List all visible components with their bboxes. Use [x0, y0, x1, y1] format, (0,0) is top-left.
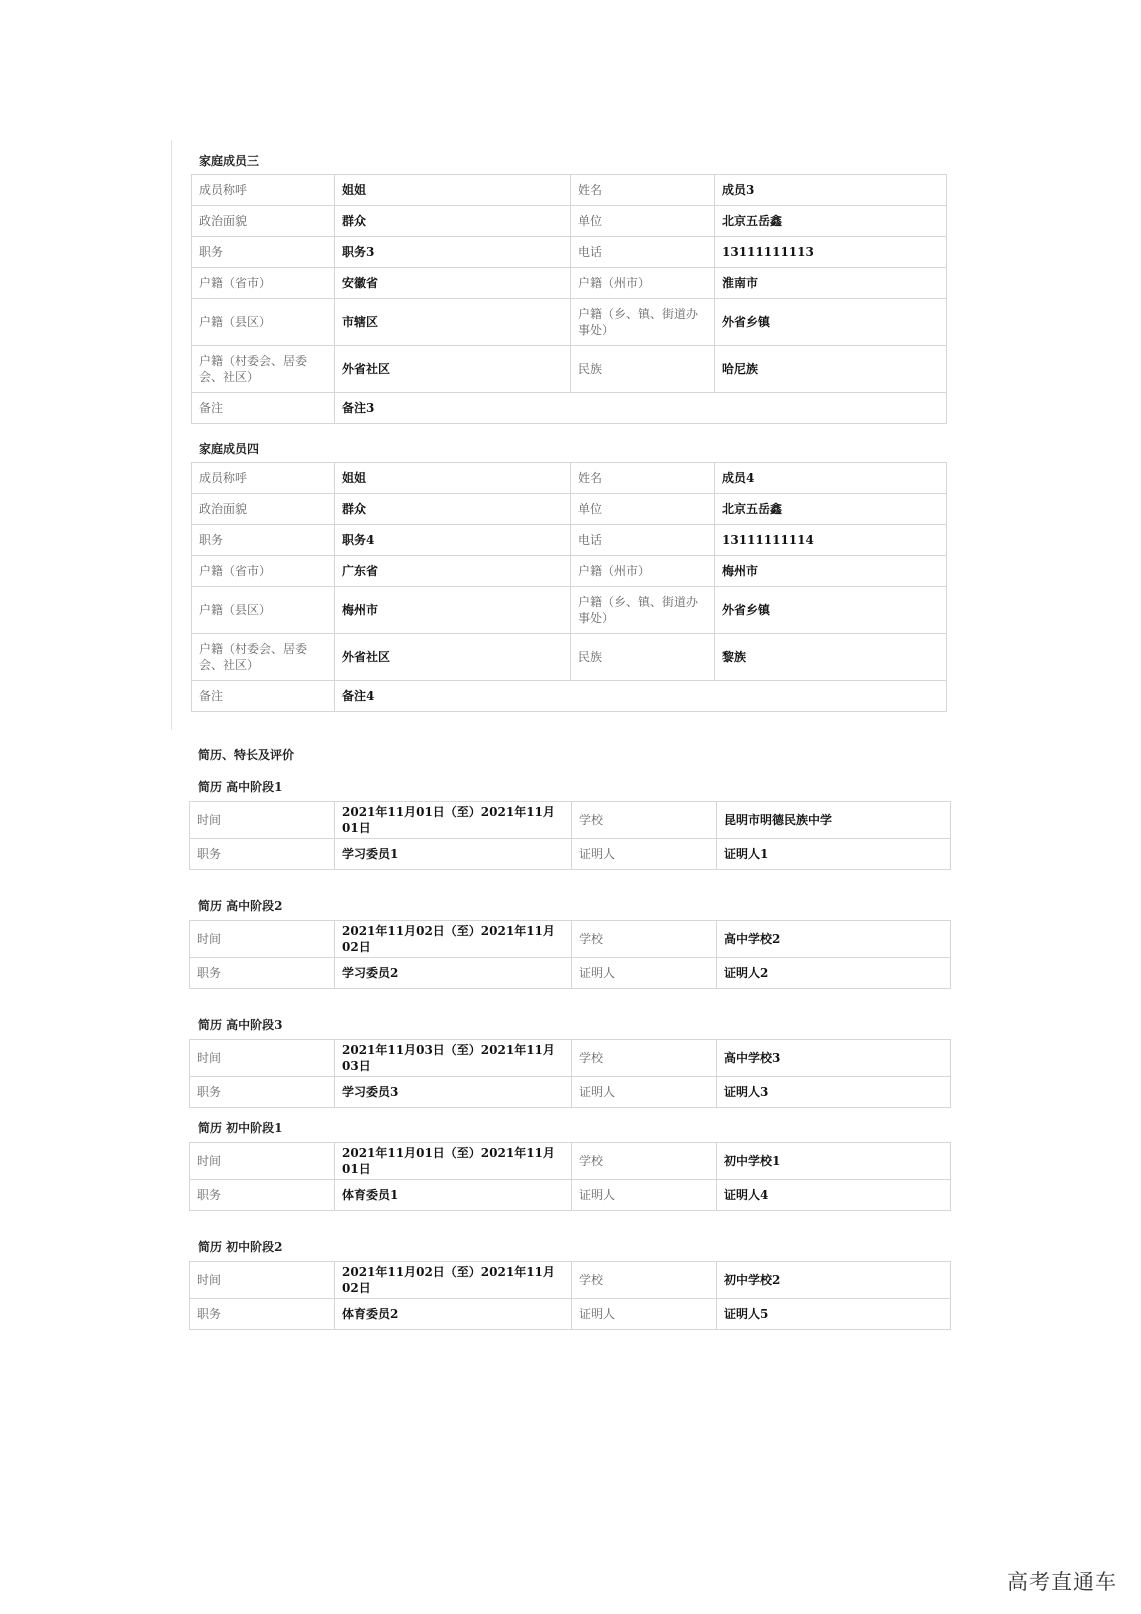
family-member-4-title: 家庭成员四	[199, 442, 260, 456]
relation-value: 姐姐	[335, 175, 571, 206]
resume-5-title: 简历 初中阶段2	[198, 1240, 283, 1254]
note-value: 备注4	[335, 681, 947, 712]
resume-5-table	[189, 1261, 951, 1330]
resume-1-table	[189, 801, 951, 870]
note-label: 备注	[192, 681, 335, 712]
witness-label: 证明人	[572, 1077, 717, 1108]
table-row	[190, 802, 951, 839]
role-label: 职务	[190, 1077, 335, 1108]
ethnicity-value: 哈尼族	[715, 346, 947, 393]
table-row	[190, 1299, 951, 1330]
position-value: 职务4	[335, 525, 571, 556]
position-label: 职务	[192, 237, 335, 268]
family-member-4-table	[191, 462, 947, 712]
relation-label: 成员称呼	[192, 175, 335, 206]
time-label: 时间	[190, 802, 335, 839]
witness-value: 证明人2	[717, 958, 951, 989]
prefecture-label: 户籍（州市）	[571, 268, 715, 299]
left-rule	[171, 140, 172, 730]
table-row	[192, 237, 947, 268]
table-row	[190, 921, 951, 958]
resume-3-table	[189, 1039, 951, 1108]
time-label: 时间	[190, 1143, 335, 1180]
time-value: 2021年11月01日（至）2021年11月01日	[335, 1143, 572, 1180]
ethnicity-value: 黎族	[715, 634, 947, 681]
village-value: 外省社区	[335, 634, 571, 681]
role-label: 职务	[190, 1299, 335, 1330]
province-value: 广东省	[335, 556, 571, 587]
role-value: 学习委员1	[335, 839, 572, 870]
time-value: 2021年11月02日（至）2021年11月02日	[335, 1262, 572, 1299]
table-row	[192, 525, 947, 556]
township-label: 户籍（乡、镇、街道办事处）	[571, 299, 715, 346]
school-value: 昆明市明德民族中学	[717, 802, 951, 839]
witness-label: 证明人	[572, 839, 717, 870]
politics-label: 政治面貌	[192, 206, 335, 237]
name-label: 姓名	[571, 175, 715, 206]
table-row	[192, 556, 947, 587]
resume-3-title: 简历 高中阶段3	[198, 1018, 283, 1032]
table-row	[190, 1040, 951, 1077]
county-label: 户籍（县区）	[192, 587, 335, 634]
role-value: 体育委员1	[335, 1180, 572, 1211]
politics-value: 群众	[335, 494, 571, 525]
prefecture-value: 淮南市	[715, 268, 947, 299]
school-label: 学校	[572, 1143, 717, 1180]
table-row	[192, 299, 947, 346]
resume-4-title: 简历 初中阶段1	[198, 1121, 283, 1135]
province-value: 安徽省	[335, 268, 571, 299]
table-row	[192, 634, 947, 681]
politics-label: 政治面貌	[192, 494, 335, 525]
time-value: 2021年11月02日（至）2021年11月02日	[335, 921, 572, 958]
ethnicity-label: 民族	[571, 346, 715, 393]
watermark-text: 高考直通车	[1007, 1570, 1117, 1594]
witness-value: 证明人4	[717, 1180, 951, 1211]
table-row	[192, 206, 947, 237]
resume-4-table	[189, 1142, 951, 1211]
prefecture-value: 梅州市	[715, 556, 947, 587]
employer-value: 北京五岳鑫	[715, 494, 947, 525]
ethnicity-label: 民族	[571, 634, 715, 681]
role-value: 学习委员3	[335, 1077, 572, 1108]
relation-value: 姐姐	[335, 463, 571, 494]
school-value: 初中学校1	[717, 1143, 951, 1180]
village-value: 外省社区	[335, 346, 571, 393]
county-label: 户籍（县区）	[192, 299, 335, 346]
township-value: 外省乡镇	[715, 587, 947, 634]
relation-label: 成员称呼	[192, 463, 335, 494]
table-row	[192, 463, 947, 494]
village-label: 户籍（村委会、居委会、社区）	[192, 634, 335, 681]
table-row	[192, 175, 947, 206]
table-row	[190, 1143, 951, 1180]
table-row	[190, 1180, 951, 1211]
role-value: 学习委员2	[335, 958, 572, 989]
province-label: 户籍（省市）	[192, 268, 335, 299]
school-label: 学校	[572, 1262, 717, 1299]
resume-2-title: 简历 高中阶段2	[198, 899, 283, 913]
phone-value: 13111111114	[715, 525, 947, 556]
position-label: 职务	[192, 525, 335, 556]
employer-value: 北京五岳鑫	[715, 206, 947, 237]
position-value: 职务3	[335, 237, 571, 268]
employer-label: 单位	[571, 206, 715, 237]
table-row	[192, 268, 947, 299]
province-label: 户籍（省市）	[192, 556, 335, 587]
resume-2-table	[189, 920, 951, 989]
role-label: 职务	[190, 839, 335, 870]
role-label: 职务	[190, 1180, 335, 1211]
time-label: 时间	[190, 921, 335, 958]
note-value: 备注3	[335, 393, 947, 424]
employer-label: 单位	[571, 494, 715, 525]
family-member-3-title: 家庭成员三	[199, 154, 260, 168]
table-row	[192, 494, 947, 525]
witness-label: 证明人	[572, 1299, 717, 1330]
phone-value: 13111111113	[715, 237, 947, 268]
table-row	[192, 346, 947, 393]
role-value: 体育委员2	[335, 1299, 572, 1330]
time-label: 时间	[190, 1262, 335, 1299]
witness-value: 证明人1	[717, 839, 951, 870]
phone-label: 电话	[571, 237, 715, 268]
family-member-3-table	[191, 174, 947, 424]
township-value: 外省乡镇	[715, 299, 947, 346]
table-row	[192, 393, 947, 424]
politics-value: 群众	[335, 206, 571, 237]
time-value: 2021年11月03日（至）2021年11月03日	[335, 1040, 572, 1077]
note-label: 备注	[192, 393, 335, 424]
school-label: 学校	[572, 921, 717, 958]
table-row	[190, 1077, 951, 1108]
witness-value: 证明人5	[717, 1299, 951, 1330]
time-value: 2021年11月01日（至）2021年11月01日	[335, 802, 572, 839]
school-label: 学校	[572, 1040, 717, 1077]
table-row	[190, 958, 951, 989]
table-row	[190, 839, 951, 870]
witness-label: 证明人	[572, 1180, 717, 1211]
table-row	[192, 587, 947, 634]
name-value: 成员3	[715, 175, 947, 206]
school-value: 高中学校3	[717, 1040, 951, 1077]
resume-section-title: 简历、特长及评价	[198, 748, 295, 762]
name-value: 成员4	[715, 463, 947, 494]
role-label: 职务	[190, 958, 335, 989]
county-value: 梅州市	[335, 587, 571, 634]
school-value: 初中学校2	[717, 1262, 951, 1299]
witness-label: 证明人	[572, 958, 717, 989]
name-label: 姓名	[571, 463, 715, 494]
table-row	[192, 681, 947, 712]
school-value: 高中学校2	[717, 921, 951, 958]
resume-1-title: 简历 高中阶段1	[198, 780, 283, 794]
county-value: 市辖区	[335, 299, 571, 346]
table-row	[190, 1262, 951, 1299]
phone-label: 电话	[571, 525, 715, 556]
village-label: 户籍（村委会、居委会、社区）	[192, 346, 335, 393]
school-label: 学校	[572, 802, 717, 839]
prefecture-label: 户籍（州市）	[571, 556, 715, 587]
time-label: 时间	[190, 1040, 335, 1077]
witness-value: 证明人3	[717, 1077, 951, 1108]
township-label: 户籍（乡、镇、街道办事处）	[571, 587, 715, 634]
